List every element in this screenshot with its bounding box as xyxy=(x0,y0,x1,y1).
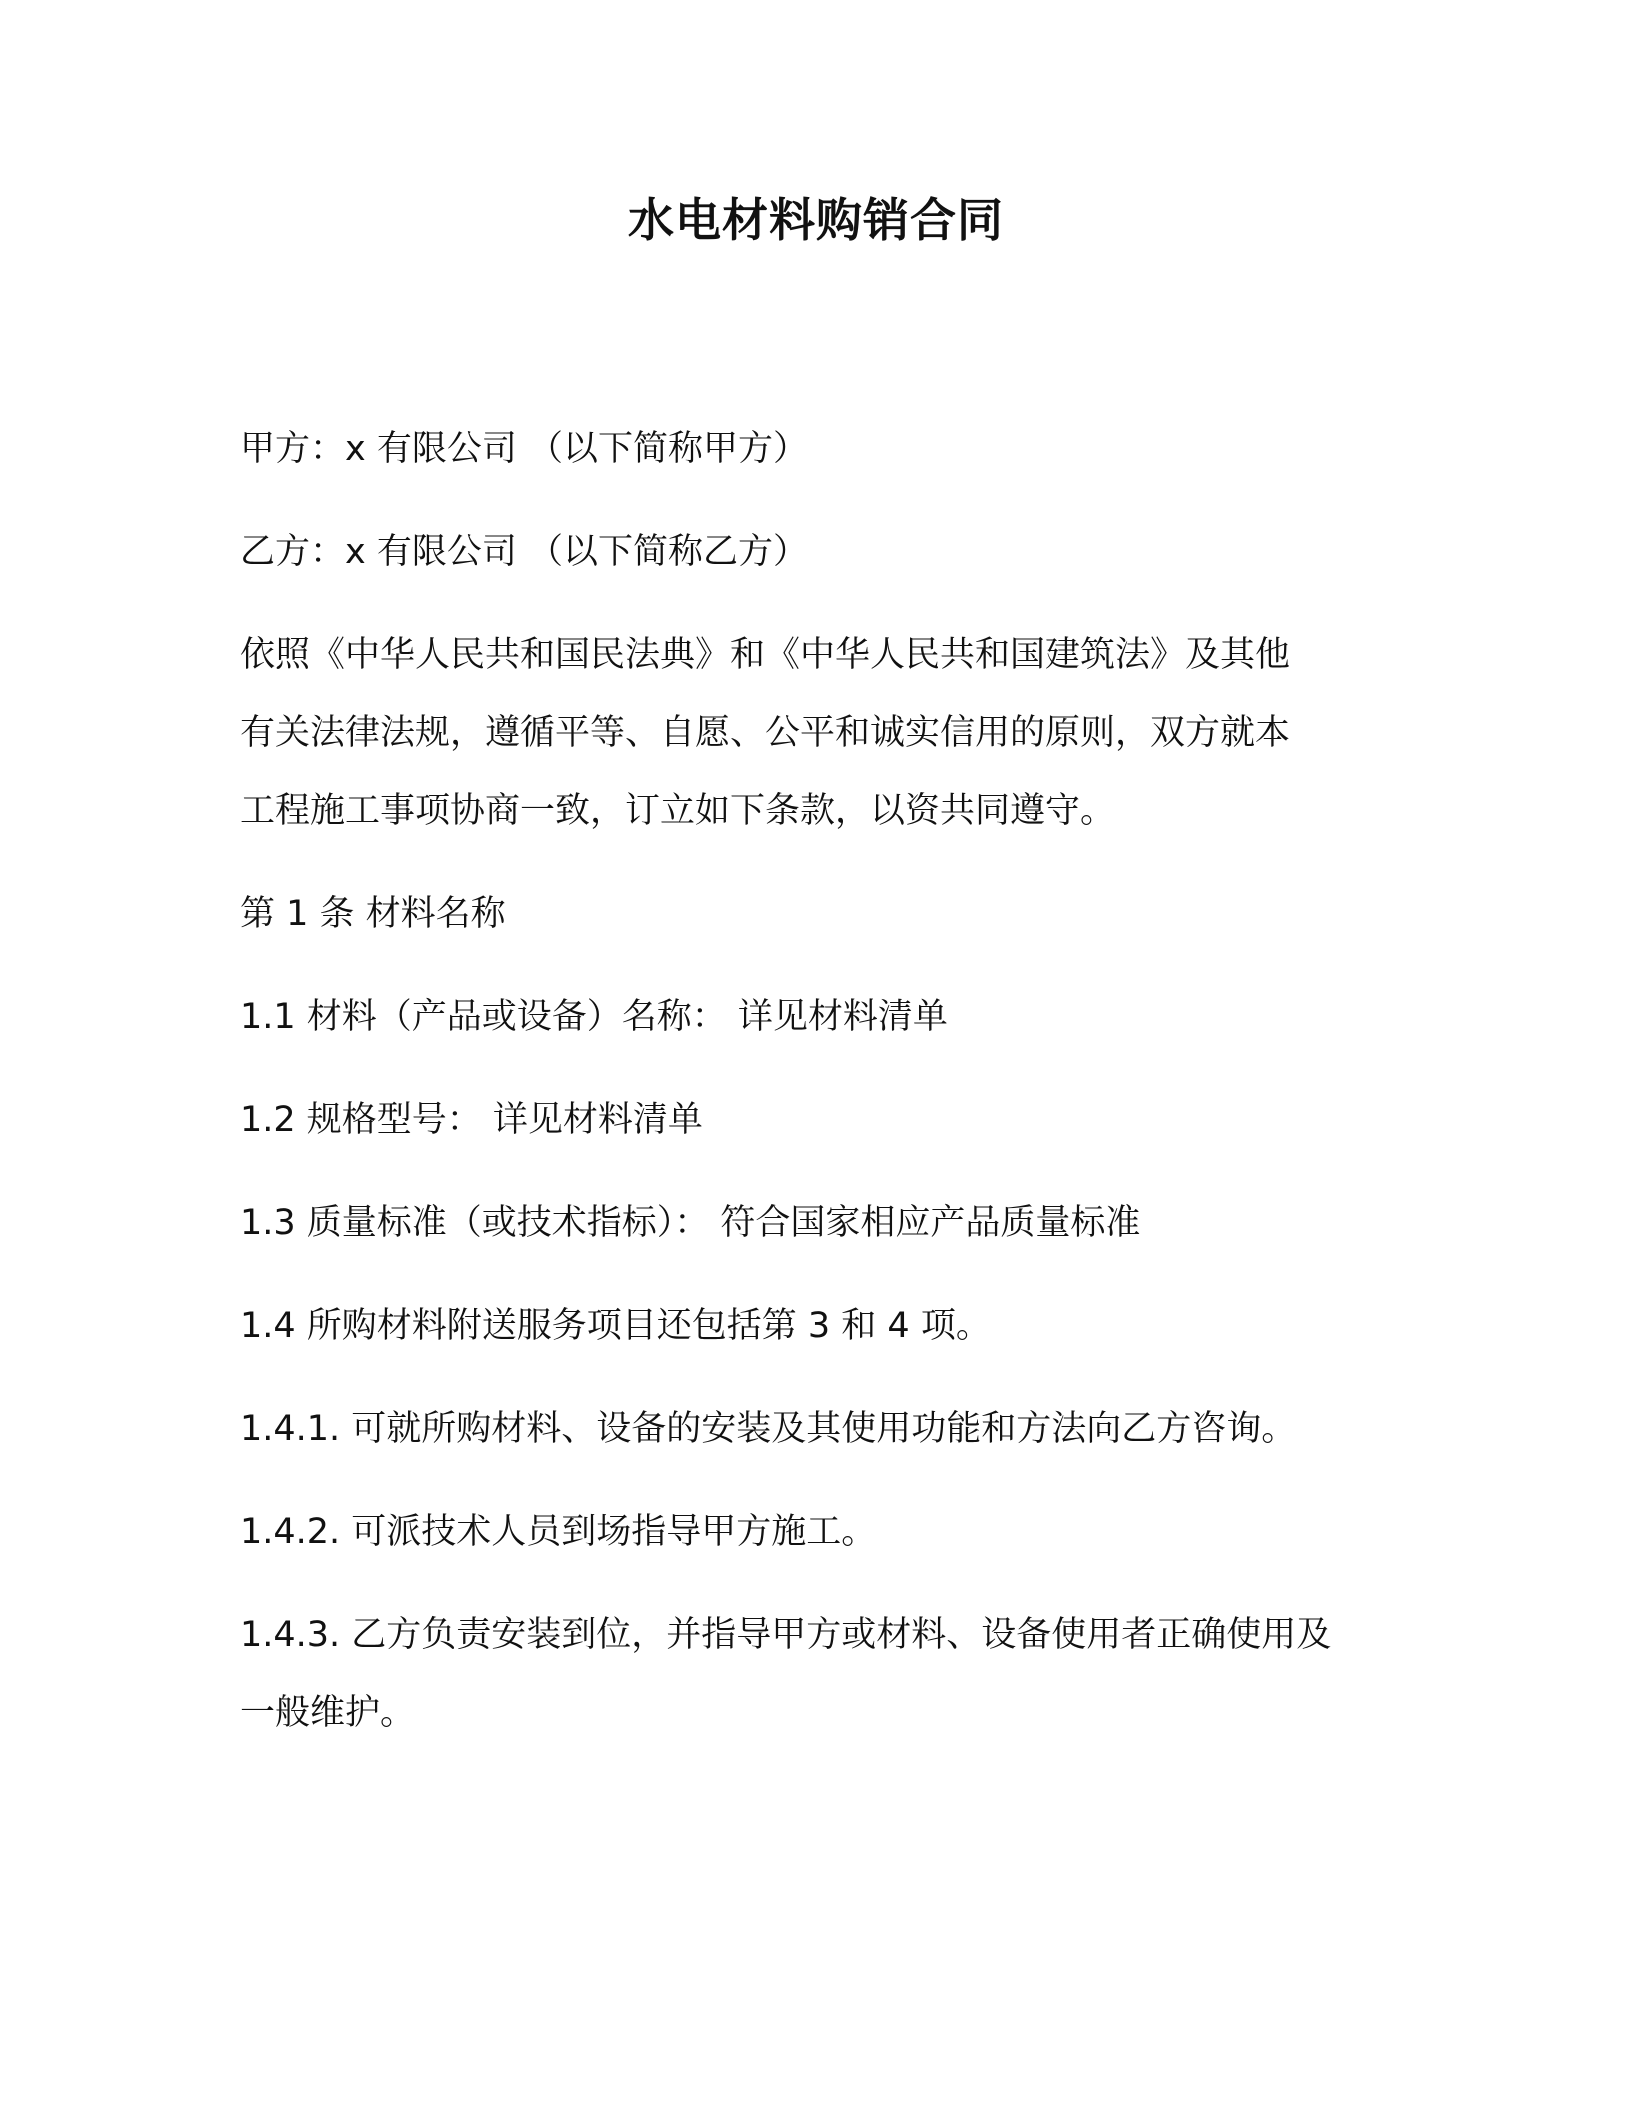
text-line: 有关法律法规，遵循平等、自愿、公平和诚实信用的原则，双方就本 xyxy=(240,713,1291,753)
document-title: 水电材料购销合同 xyxy=(628,193,1004,247)
text-line: 1.4.2. 可派技术人员到场指导甲方施工。 xyxy=(240,1512,877,1552)
party-a-line xyxy=(240,410,1400,488)
text-line: 1.3 质量标准（或技术指标）： 符合国家相应产品质量标准 xyxy=(240,1203,1141,1243)
text-line: 乙方：x 有限公司 （以下简称乙方） xyxy=(240,532,808,572)
text-line: 依照《中华人民共和国民法典》和《中华人民共和国建筑法》及其他 xyxy=(240,635,1291,675)
text-line: 1.4.3. 乙方负责安装到位，并指导甲方或材料、设备使用者正确使用及 xyxy=(240,1615,1332,1655)
text-line: 1.2 规格型号： 详见材料清单 xyxy=(240,1100,703,1140)
clause-1-4 xyxy=(240,1287,1400,1365)
text-line: 工程施工事项协商一致，订立如下条款，以资共同遵守。 xyxy=(240,791,1116,831)
clause-1-3 xyxy=(240,1184,1400,1262)
document-body xyxy=(240,410,1400,1777)
text-line: 第 1 条 材料名称 xyxy=(240,894,506,934)
text-line: 1.1 材料（产品或设备）名称： 详见材料清单 xyxy=(240,997,948,1037)
clause-1-2 xyxy=(240,1081,1400,1159)
clause-1-4-1 xyxy=(240,1390,1400,1468)
clause-1-4-3 xyxy=(240,1596,1400,1752)
clause-1-4-2 xyxy=(240,1493,1400,1571)
party-b-line xyxy=(240,513,1400,591)
text-line: 1.4 所购材料附送服务项目还包括第 3 和 4 项。 xyxy=(240,1306,991,1346)
text-line: 1.4.1. 可就所购材料、设备的安装及其使用功能和方法向乙方咨询。 xyxy=(240,1409,1297,1449)
article-1-heading xyxy=(240,875,1400,953)
text-line: 甲方：x 有限公司 （以下简称甲方） xyxy=(240,429,808,469)
clause-1-1 xyxy=(240,978,1400,1056)
text-line: 一般维护。 xyxy=(240,1693,416,1733)
preamble-paragraph xyxy=(240,616,1400,850)
